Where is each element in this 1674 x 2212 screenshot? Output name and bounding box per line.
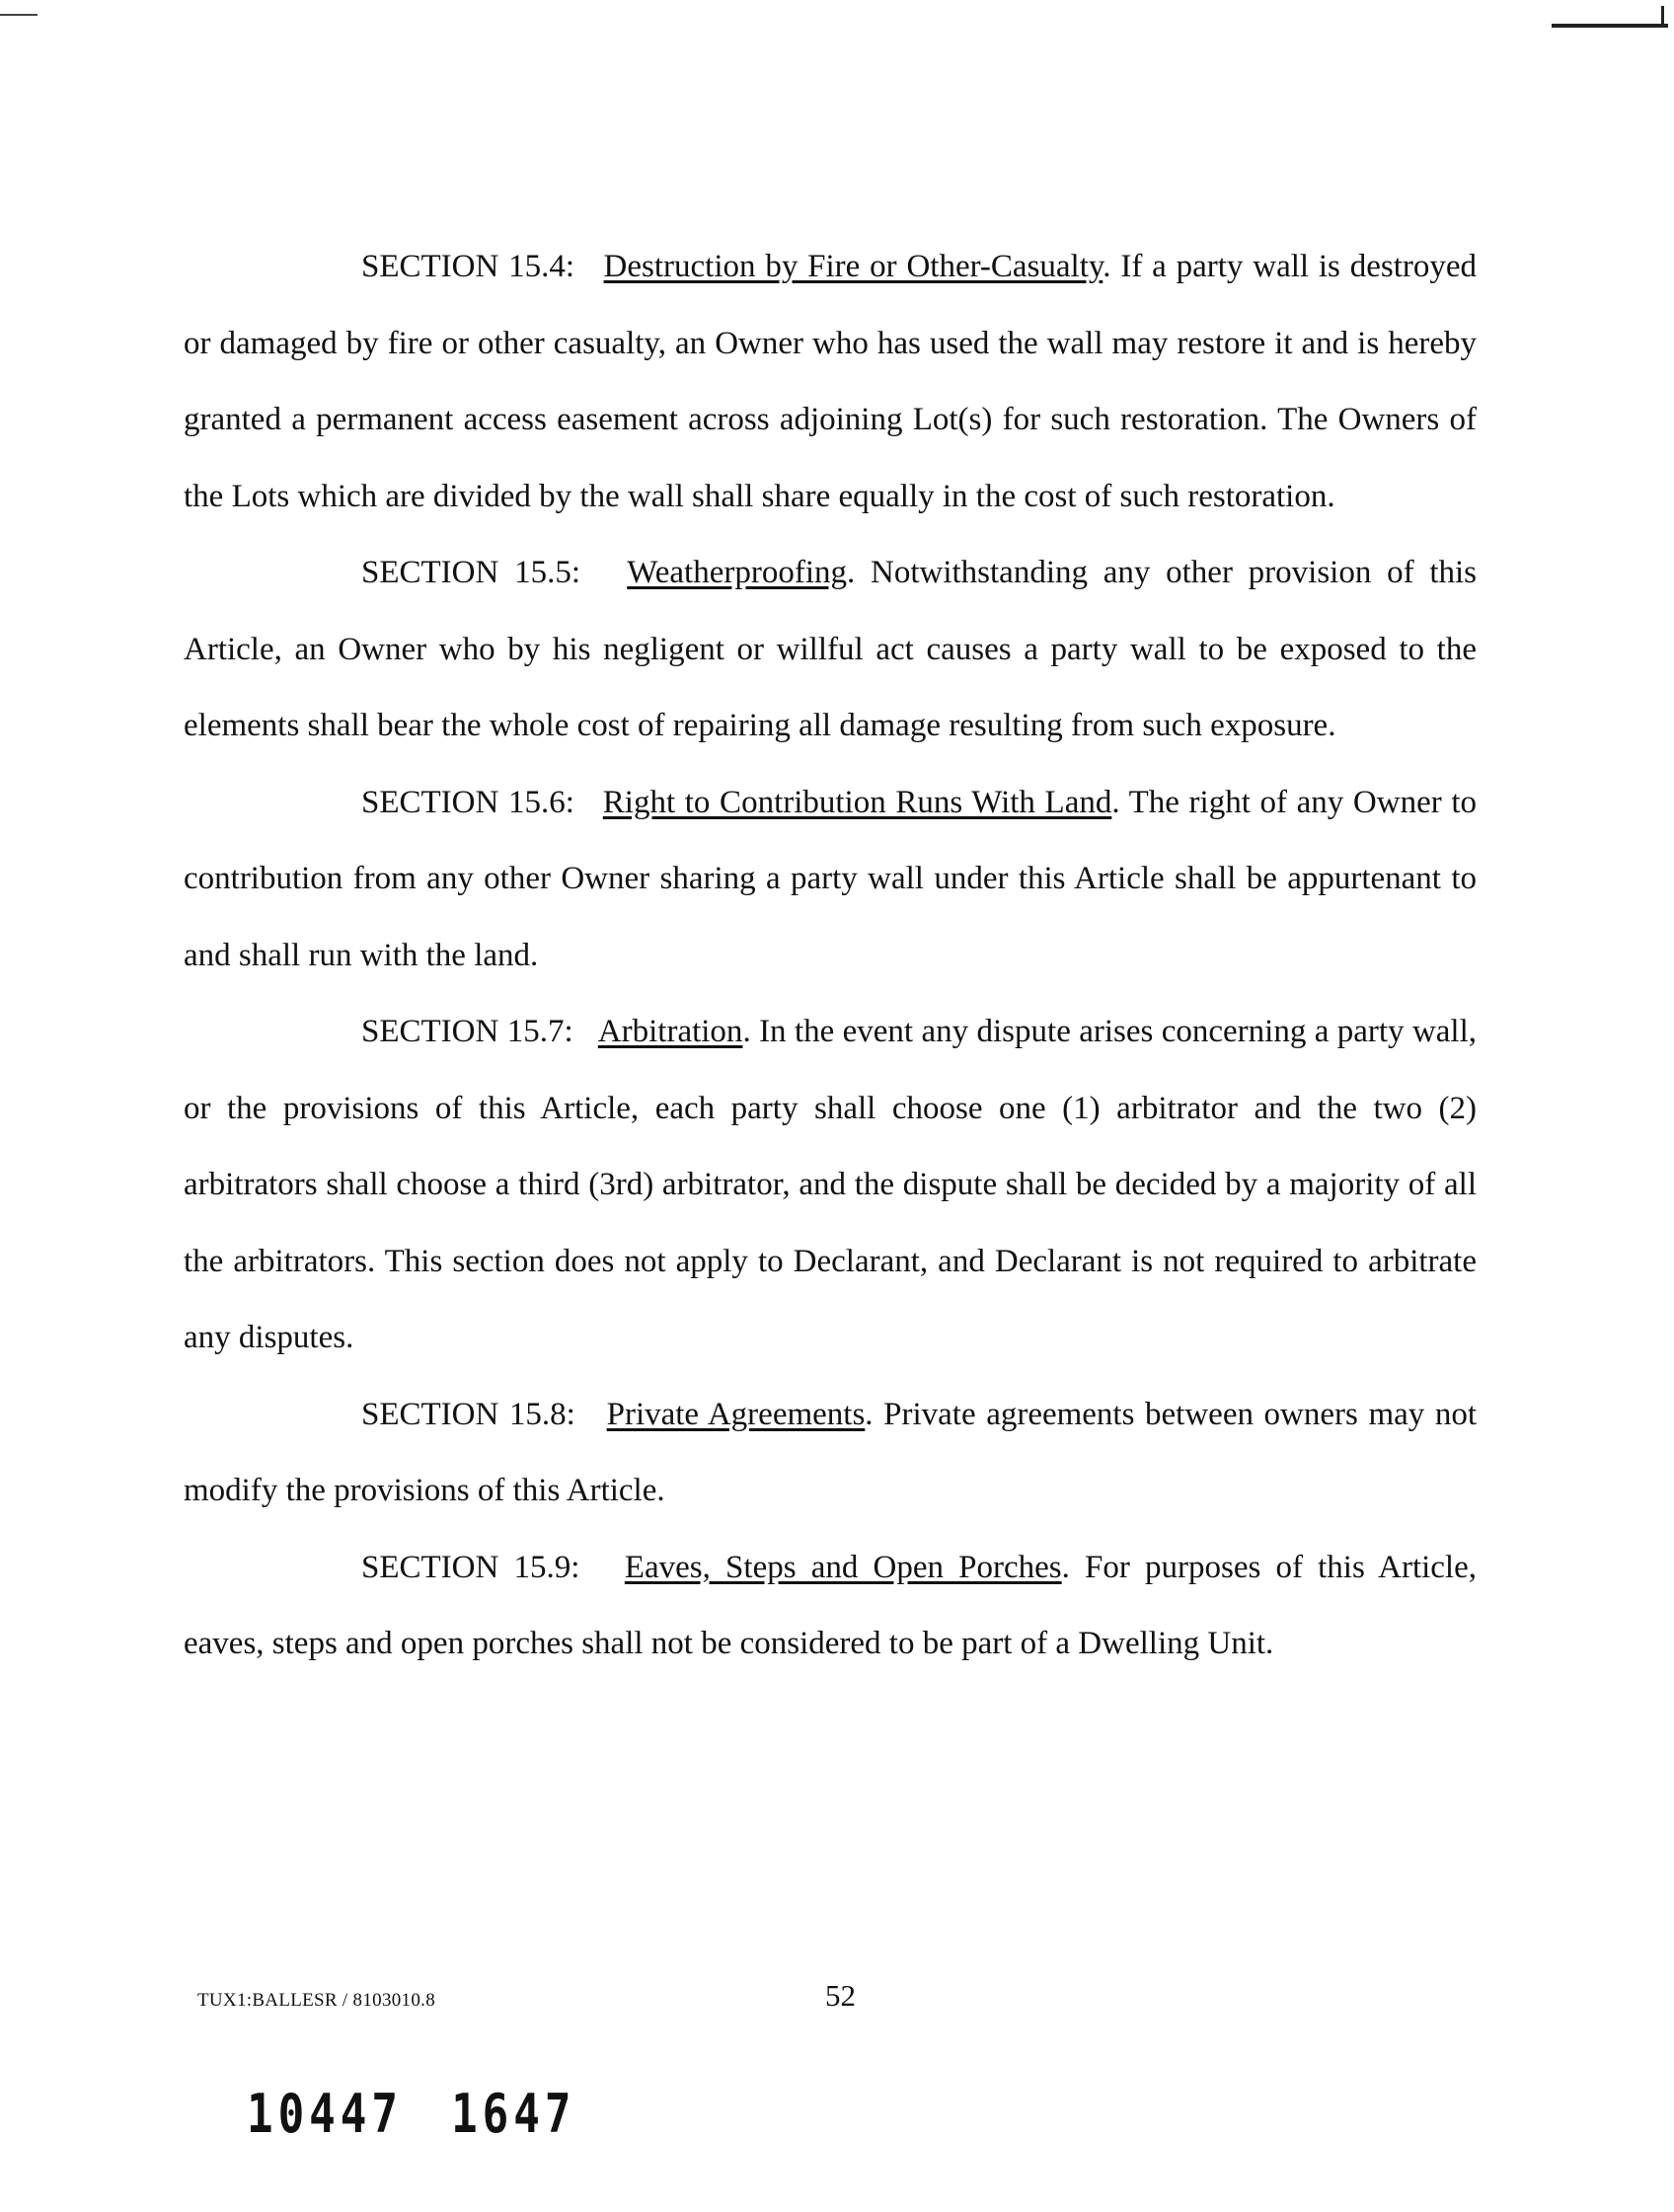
section-body: . Notwithstanding any other provision of this Article, an Owner who by his negligent or willful act causes a party wall to be exposed to the elements shall bear the whole cost of repairing all damage resulting from such exposure.: [184, 555, 1478, 743]
section-15-8: [184, 1377, 1477, 1530]
book-number: 10447: [247, 2083, 403, 2145]
section-body: . For purposes of this Article, eaves, steps and open porches shall not be considered to be part of a Dwelling Unit.: [184, 1549, 1478, 1661]
section-15-4: [184, 229, 1477, 535]
document-body: [184, 229, 1477, 1683]
document-code: TUX1:BALLESR / 8103010.8: [197, 1990, 436, 2011]
section-15-7: [184, 994, 1477, 1377]
section-title: Right to Contribution Runs With Land: [602, 784, 1112, 820]
section-title: Private Agreements: [606, 1396, 866, 1432]
section-label: SECTION 15.7:: [361, 1014, 573, 1049]
section-title: Arbitration: [597, 1014, 743, 1049]
section-title: Destruction by Fire or Other-Casualty: [603, 249, 1103, 284]
section-label: SECTION 15.6:: [361, 784, 574, 820]
page-number: 52: [825, 1978, 856, 2013]
stamp-page-number: 1647: [451, 2083, 576, 2145]
section-label: SECTION 15.8:: [361, 1396, 575, 1432]
section-body: . If a party wall is destroyed or damaged by fire or other casualty, an Owner who has used the wall may restore it and is hereby granted a permanent access easement across adjoining Lot(s) for such restoration. The Owners of the Lots which are divided by the wall shall share equally in the cost of such restoration.: [184, 249, 1478, 514]
section-body: . Private agreements between owners may not modify the provisions of this Article.: [184, 1396, 1478, 1508]
section-label: SECTION 15.9:: [361, 1549, 580, 1585]
section-body: . In the event any dispute arises concerning a party wall, or the provisions of this Article, each party shall choose one (1) arbitrator and the two (2) arbitrators shall choose a third (3rd) arbitrator, and the dispute shall be decided by a majority of all the arbitrators. This section does not apply to Declarant, and Declarant is not required to arbitrate any disputes.: [184, 1014, 1478, 1355]
section-body: . The right of any Owner to contribution from any other Owner sharing a party wall under this Article shall be appurtenant to and shall run with the land.: [184, 784, 1478, 973]
section-15-5: [184, 535, 1477, 765]
section-label: SECTION 15.5:: [361, 555, 580, 590]
section-label: SECTION 15.4:: [361, 249, 575, 284]
section-title: Weatherproofing: [627, 555, 847, 590]
scan-edge-mark: [0, 14, 38, 16]
section-title: Eaves, Steps and Open Porches: [624, 1549, 1062, 1585]
section-15-6: [184, 765, 1477, 995]
section-15-9: [184, 1530, 1477, 1683]
recording-stamp: [247, 2083, 575, 2145]
scan-corner-mark: [1552, 24, 1668, 28]
